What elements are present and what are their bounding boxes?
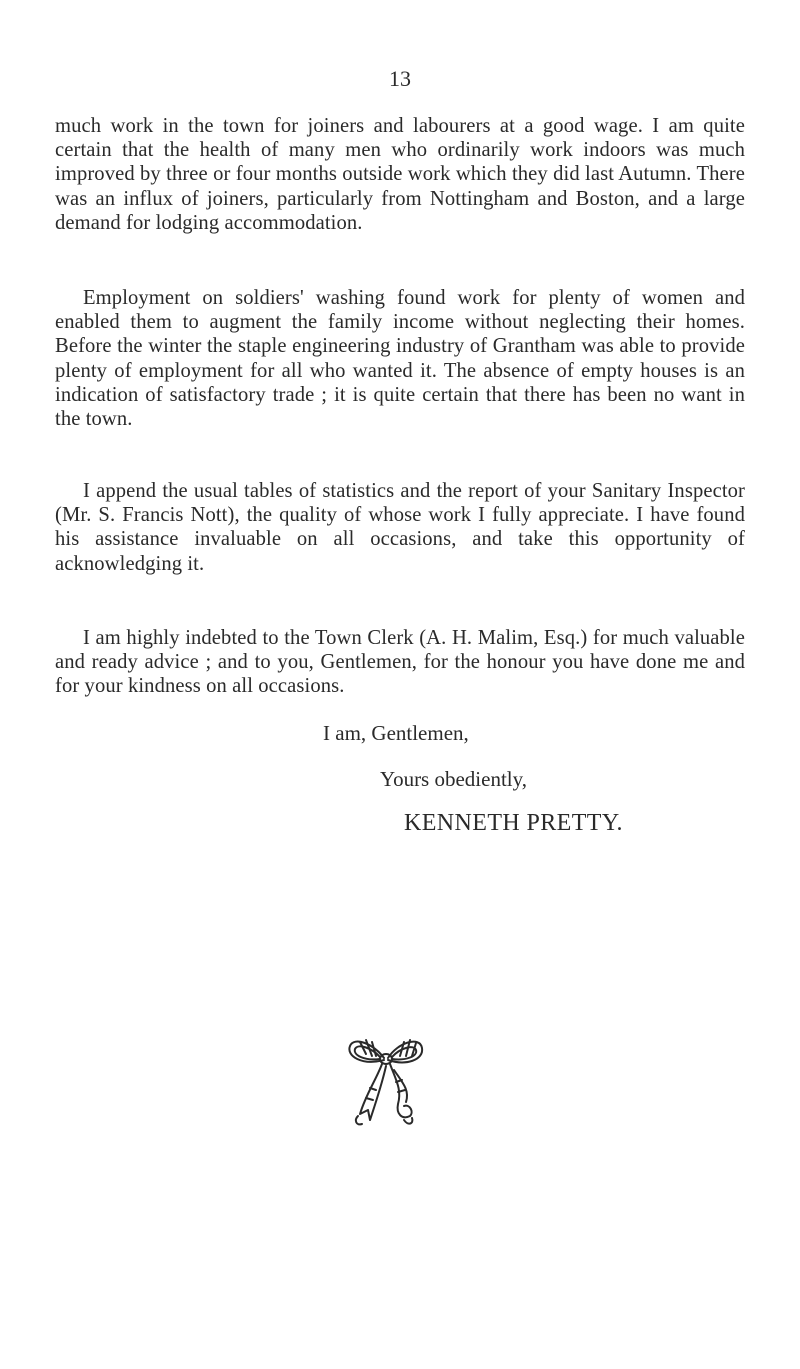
letter-paragraph-2: Employment on soldiers' washing found work for plenty of women and enabled them to augment the family income without neglecting their homes. Before the winter the staple engineering industry of Grantham was able to provide plenty of employment for all who wanted it. The absence of empty houses is an indication of satisfactory trade ; it is quite certain that there has been no want in the town. <box>55 287 745 431</box>
bow-ribbon-icon <box>340 1024 430 1134</box>
closing-valediction: Yours obediently, <box>380 767 528 791</box>
letter-paragraph-4: I am highly indebted to the Town Clerk (A. H. Malim, Esq.) for much valuable and ready advice ; and to you, Gentlemen, for the honour you have done me and for your kindness on all occasions. <box>55 627 745 698</box>
page-number: 13 <box>389 66 411 91</box>
letter-paragraph-1: much work in the town for joiners and labourers at a good wage. I am quite certain that the health of many men who ordinarily work indoors was much improved by three or four months outside work which they did last Autumn. There was an influx of joiners, particularly from Nottingham and Boston, and a large demand for lodging accommodation. <box>55 115 745 234</box>
signature: KENNETH PRETTY. <box>404 810 623 836</box>
closing-salutation: I am, Gentlemen, <box>323 721 469 745</box>
letter-paragraph-3: I append the usual tables of statistics and the report of your Sanitary Inspector (Mr. S. Francis Nott), the quality of whose work I fully appreciate. I have found his assistance invaluable on all occasions, and take this opportunity of acknowledging it. <box>55 480 745 575</box>
